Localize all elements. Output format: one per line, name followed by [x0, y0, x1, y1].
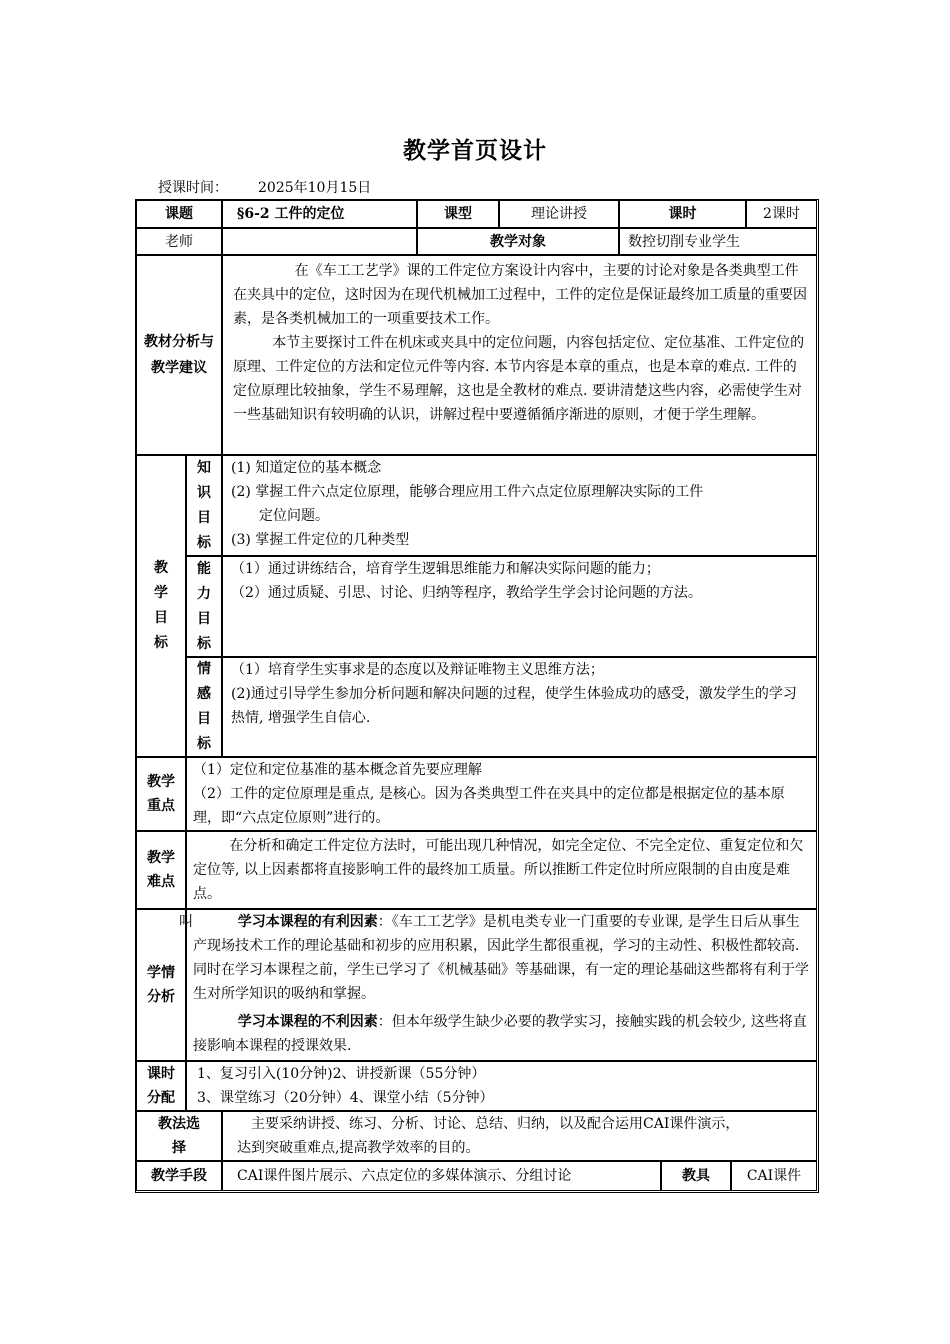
hours-value: 2课时 [746, 200, 817, 228]
difficulty-text: 在分析和确定工件定位方法时，可能出现几种情况，如完全定位、不完全定位、重复定位和欠定位等, 以上因素都将直接影响工件的最终加工质量。所以推断工件定位时所应限制的自由度是难点。 [193, 838, 804, 902]
key-points-label: 教学重点 [136, 757, 186, 831]
ability-goal-label: 能 力 目 标 [186, 556, 222, 657]
means-label: 教学手段 [136, 1161, 222, 1191]
method-content [222, 1111, 817, 1161]
key-points-content [186, 757, 817, 831]
knowledge-goal-label: 知 识 目 标 [186, 455, 222, 556]
difficulty-content [186, 831, 817, 909]
type-label: 课型 [417, 200, 499, 228]
learning-mark: 叫 [179, 914, 193, 930]
difficulty-label: 教学难点 [136, 831, 186, 909]
analysis-label: 教材分析与教学建议 [136, 255, 222, 455]
knowledge-goal-content [222, 455, 817, 556]
emotion-goal-label: 情 感 目 标 [186, 657, 222, 757]
key-point-item: （2）工件的定位原理是重点, 是核心。因为各类典型工件在夹具中的定位都是根据定位的基本原理，即“六点定位原则”进行的。 [193, 786, 785, 826]
goal-item: 定位问题。 [259, 508, 329, 524]
hours-label: 课时 [619, 200, 746, 228]
goal-item: （2）通过质疑、引思、讨论、归纳等程序，教给学生学会讨论问题的方法。 [231, 585, 702, 601]
topic-value: §6-2 工件的定位 [222, 200, 417, 228]
lesson-plan-table [135, 199, 819, 1193]
schedule-line: 3、课堂练习（20分钟）4、课堂小结（5分钟） [197, 1090, 494, 1106]
goal-item: (2)通过引导学生参加分析问题和解决问题的过程，使学生体验成功的感受，激发学生的学习热情, 增强学生自信心. [231, 686, 797, 726]
means-value: CAI课件图片展示、六点定位的多媒体演示、分组讨论 [222, 1161, 661, 1191]
method-label: 教法选择 [136, 1111, 222, 1161]
schedule-content [186, 1061, 817, 1111]
date-value: 2025年10月15日 [258, 180, 372, 196]
goals-label: 教 学 目 标 [136, 455, 186, 757]
method-text: 主要采纳讲授、练习、分析、讨论、总结、归纳，以及配合运用CAI课件演示，达到突破重难点,提高教学效率的目的。 [237, 1116, 740, 1156]
ability-goal-content [222, 556, 817, 657]
teacher-value [222, 228, 417, 255]
tool-value: CAI课件 [731, 1161, 817, 1191]
learning-con-text: ：但本年级学生缺少必要的教学实习，接触实践的机会较少, 这些将直接影响本课程的授课效果. [193, 1014, 807, 1054]
goal-item: (1) 知道定位的基本概念 [231, 460, 382, 476]
learning-pro-text: ：《车工工艺学》是机电类专业一门重要的专业课, 是学生日后从事生产现场技术工作的理论基础和初步的应用积累，因此学生都很重视，学习的主动性、积极性都较高. 同时在学习本课程之前，学生已学习了《机械基础》等基础课，有一定的理论基础这些都将有利于学生对所学知识的吸纳和掌握。 [193, 914, 809, 1002]
key-point-item: （1）定位和定位基准的基本概念首先要应理解 [193, 762, 482, 778]
lesson-date [158, 177, 371, 197]
analysis-paragraph: 在《车工工艺学》课的工件定位方案设计内容中，主要的讨论对象是各类典型工件在夹具中的定位，这时因为在现代机械加工过程中，工件的定位是保证最终加工质量的重要因素，是各类机械加工的一项重要技术工作。 [233, 263, 807, 327]
learning-pro-title: 学习本课程的有利因素 [237, 914, 378, 930]
learning-con [193, 1010, 810, 1058]
analysis-content [222, 255, 817, 455]
goal-item: （1）通过讲练结合，培育学生逻辑思维能力和解决实际问题的能力； [231, 561, 660, 577]
schedule-label: 课时分配 [136, 1061, 186, 1111]
teacher-label: 老师 [136, 228, 222, 255]
analysis-paragraph: 本节主要探讨工件在机床或夹具中的定位问题，内容包括定位、定位基准、工件定位的原理、工件定位的方法和定位元件等内容. 本节内容是本章的重点，也是本章的难点. 工件的定位原理比较抽象，学生不易理解，这也是全教材的难点. 要讲清楚这些内容，必需使学生对一些基础知识有较明确的认识，讲解过程中要遵循循序渐进的原则，才便于学生理解。 [233, 335, 805, 423]
learning-label: 学情分析 [136, 909, 186, 1061]
type-value: 理论讲授 [499, 200, 619, 228]
goal-item: (3) 掌握工件定位的几种类型 [231, 532, 410, 548]
topic-label: 课题 [136, 200, 222, 228]
target-label: 教学对象 [417, 228, 619, 255]
emotion-goal-content [222, 657, 817, 757]
date-label: 授课时间： [158, 180, 228, 196]
goal-item: （1）培育学生实事求是的态度以及辩证唯物主义思维方法； [231, 662, 604, 678]
goal-item: (2) 掌握工件六点定位原理，能够合理应用工件六点定位原理解决实际的工件 [231, 484, 704, 500]
tool-label: 教具 [661, 1161, 731, 1191]
learning-pro [193, 910, 810, 1006]
target-value: 数控切削专业学生 [619, 228, 817, 255]
page-title: 教学首页设计 [403, 137, 547, 164]
schedule-line: 1、复习引入(10分钟)2、讲授新课（55分钟） [197, 1066, 486, 1082]
learning-content [179, 909, 817, 1061]
learning-con-title: 学习本课程的不利因素 [237, 1014, 378, 1030]
